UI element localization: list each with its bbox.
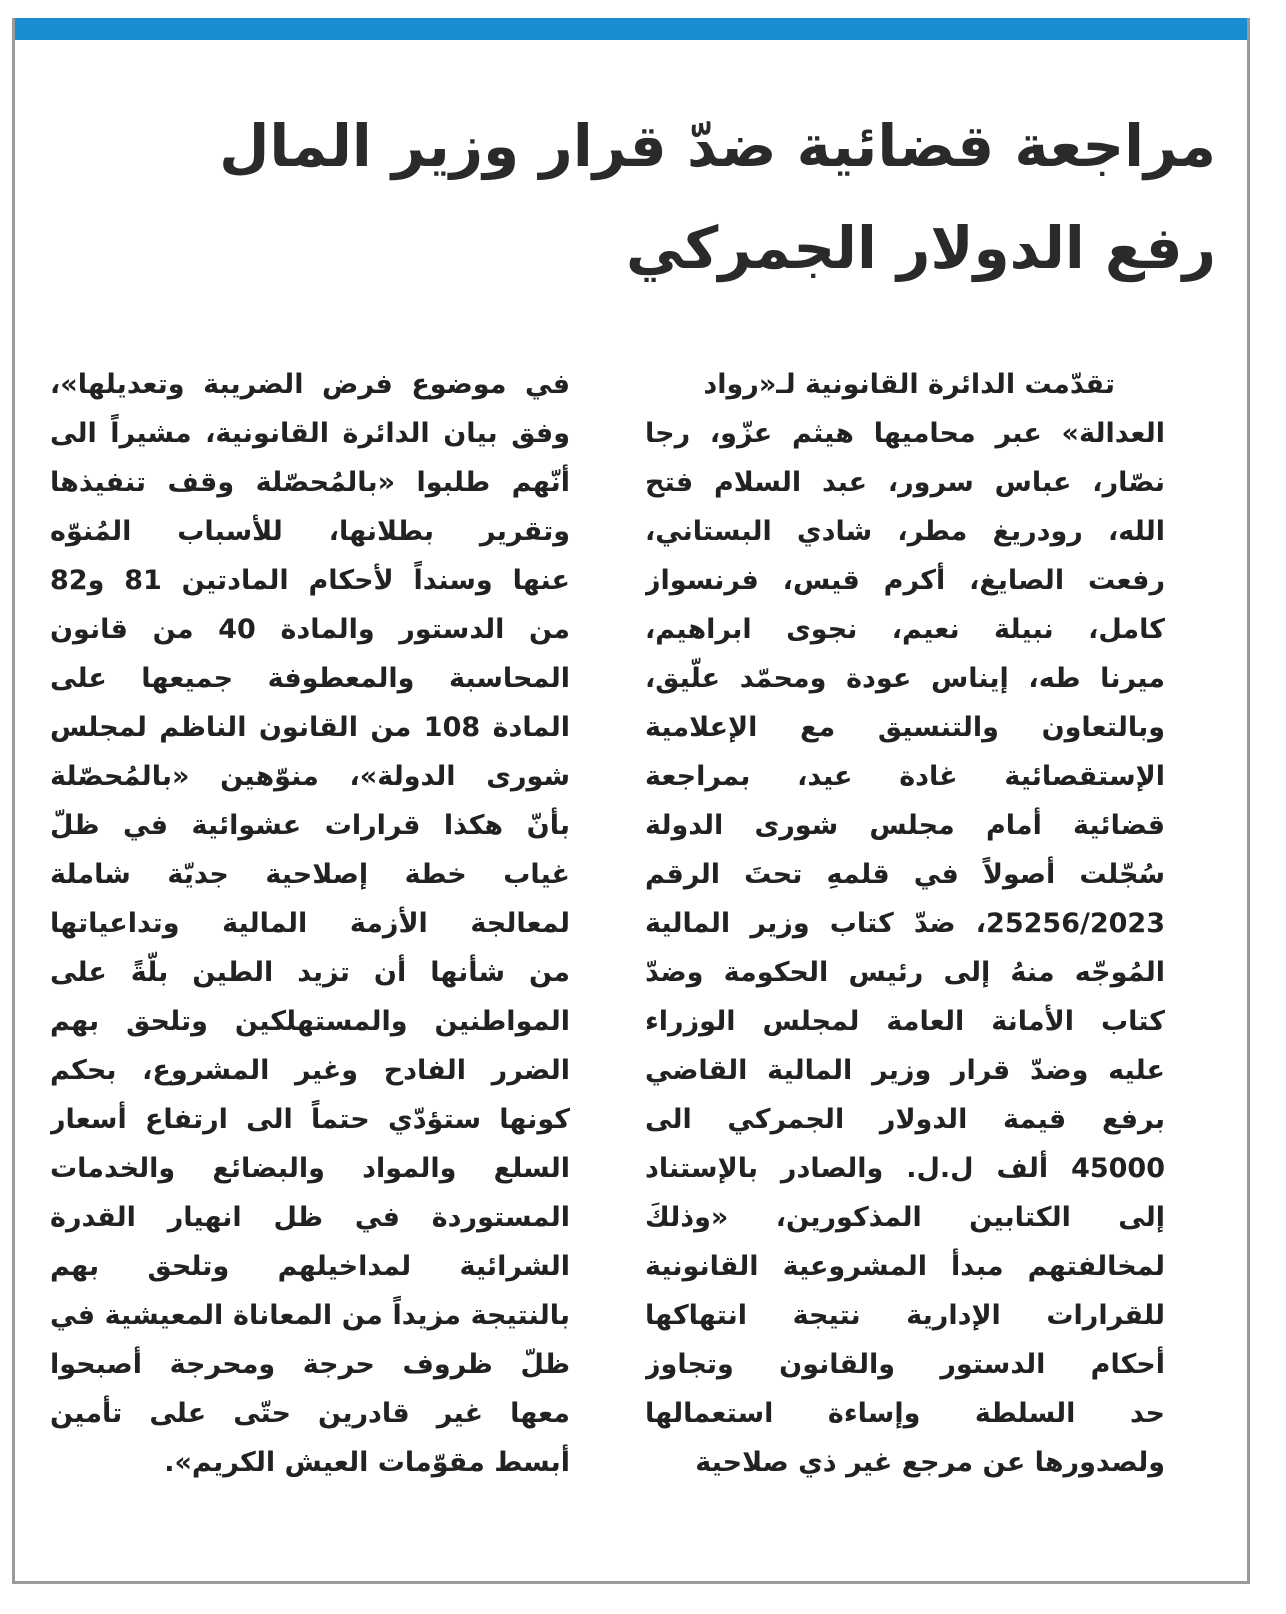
body-text-line: أحكام الدستور والقانون وتجاوز	[645, 1349, 1165, 1380]
body-text-line: المواطنين والمستهلكين وتلحق بهم	[50, 1006, 570, 1037]
body-text-line: رفعت الصايغ، أكرم قيس، فرنسواز	[645, 565, 1165, 596]
body-text-line: 45000 ألف ل.ل. والصادر بالإستناد	[645, 1153, 1165, 1184]
body-text-line: أنّهم طلبوا «بالمُحصّلة وقف تنفيذها	[50, 467, 570, 498]
body-text-line: السلع والمواد والبضائع والخدمات	[50, 1153, 570, 1184]
body-text-line: غياب خطة إصلاحية جديّة شاملة	[50, 859, 570, 890]
body-text-line: معها غير قادرين حتّى على تأمين	[50, 1398, 570, 1429]
body-text-line: الإستقصائية غادة عيد، بمراجعة	[645, 761, 1165, 792]
body-text-line: بأنّ هكذا قرارات عشوائية في ظلّ	[50, 810, 570, 841]
body-text-line: نصّار، عباس سرور، عبد السلام فتح	[645, 467, 1165, 498]
body-text-line: للقرارات الإدارية نتيجة انتهاكها	[645, 1300, 1165, 1331]
body-text-line: المُوجّه منهُ إلى رئيس الحكومة وضدّ	[645, 957, 1165, 988]
headline-line-1: مراجعة قضائية ضدّ قرار وزير المال	[219, 112, 1216, 180]
body-text-line: العدالة» عبر محاميها هيثم عزّو، رجا	[645, 418, 1165, 449]
body-text-line: من شأنها أن تزيد الطين بلّةً على	[50, 957, 570, 988]
article-column-left	[50, 360, 570, 1487]
body-text-line: لمخالفتهم مبدأ المشروعية القانونية	[645, 1251, 1165, 1282]
body-text-line: وبالتعاون والتنسيق مع الإعلامية	[645, 712, 1165, 743]
body-text-line: وفق بيان الدائرة القانونية، مشيراً الى	[50, 418, 570, 449]
body-text-line: ولصدورها عن مرجع غير ذي صلاحية	[695, 1447, 1165, 1478]
body-text-line: كونها ستؤدّي حتماً الى ارتفاع أسعار	[50, 1104, 570, 1135]
body-text-line: بالنتيجة مزيداً من المعاناة المعيشية في	[50, 1300, 570, 1331]
body-text-line: قضائية أمام مجلس شورى الدولة	[645, 810, 1165, 841]
article-column-right	[645, 360, 1165, 1487]
body-text-line: وتقرير بطلانها، للأسباب المُنوّه	[50, 516, 570, 547]
headline-line-2: رفع الدولار الجمركي	[626, 214, 1216, 282]
body-text-line: المادة 108 من القانون الناظم لمجلس	[50, 712, 570, 743]
body-text-line: شورى الدولة»، منوّهين «بالمُحصّلة	[50, 761, 570, 792]
body-text-line: الشرائية لمداخيلهم وتلحق بهم	[50, 1251, 570, 1282]
body-text-line: حد السلطة وإساءة استعمالها	[645, 1398, 1165, 1429]
body-text-line: كتاب الأمانة العامة لمجلس الوزراء	[645, 1006, 1165, 1037]
body-text-line: لمعالجة الأزمة المالية وتداعياتها	[50, 908, 570, 939]
body-text-line: ظلّ ظروف حرجة ومحرجة أصبحوا	[50, 1349, 570, 1380]
accent-bar	[15, 18, 1247, 40]
body-text-line: إلى الكتابين المذكورين، «وذلكَ	[645, 1202, 1165, 1233]
body-text-line: أبسط مقوّمات العيش الكريم».	[164, 1447, 570, 1478]
body-text-line: سُجّلت أصولاً في قلمهِ تحتَ الرقم	[645, 859, 1165, 890]
body-text-line: برفع قيمة الدولار الجمركي الى	[645, 1104, 1165, 1135]
body-text-line: المحاسبة والمعطوفة جميعها على	[50, 663, 570, 694]
body-text-line: ميرنا طه، إيناس عودة ومحمّد علّيق،	[645, 663, 1165, 694]
body-text-line: الضرر الفادح وغير المشروع، بحكم	[50, 1055, 570, 1086]
body-text-line: المستوردة في ظل انهيار القدرة	[50, 1202, 570, 1233]
body-text-line: الله، رودريغ مطر، شادي البستاني،	[645, 516, 1165, 547]
body-text-line: كامل، نبيلة نعيم، نجوى ابراهيم،	[645, 614, 1165, 645]
body-text-line: في موضوع فرض الضريبة وتعديلها»،	[50, 369, 570, 400]
body-text-line: عنها وسنداً لأحكام المادتين 81 و82	[50, 565, 570, 596]
body-text-line: عليه وضدّ قرار وزير المالية القاضي	[645, 1055, 1165, 1086]
body-text-line: 25256/2023، ضدّ كتاب وزير المالية	[645, 908, 1165, 939]
body-text-line: من الدستور والمادة 40 من قانون	[50, 614, 570, 645]
body-text-line: تقدّمت الدائرة القانونية لـ«رواد	[703, 369, 1115, 400]
article-headline	[116, 95, 1216, 299]
